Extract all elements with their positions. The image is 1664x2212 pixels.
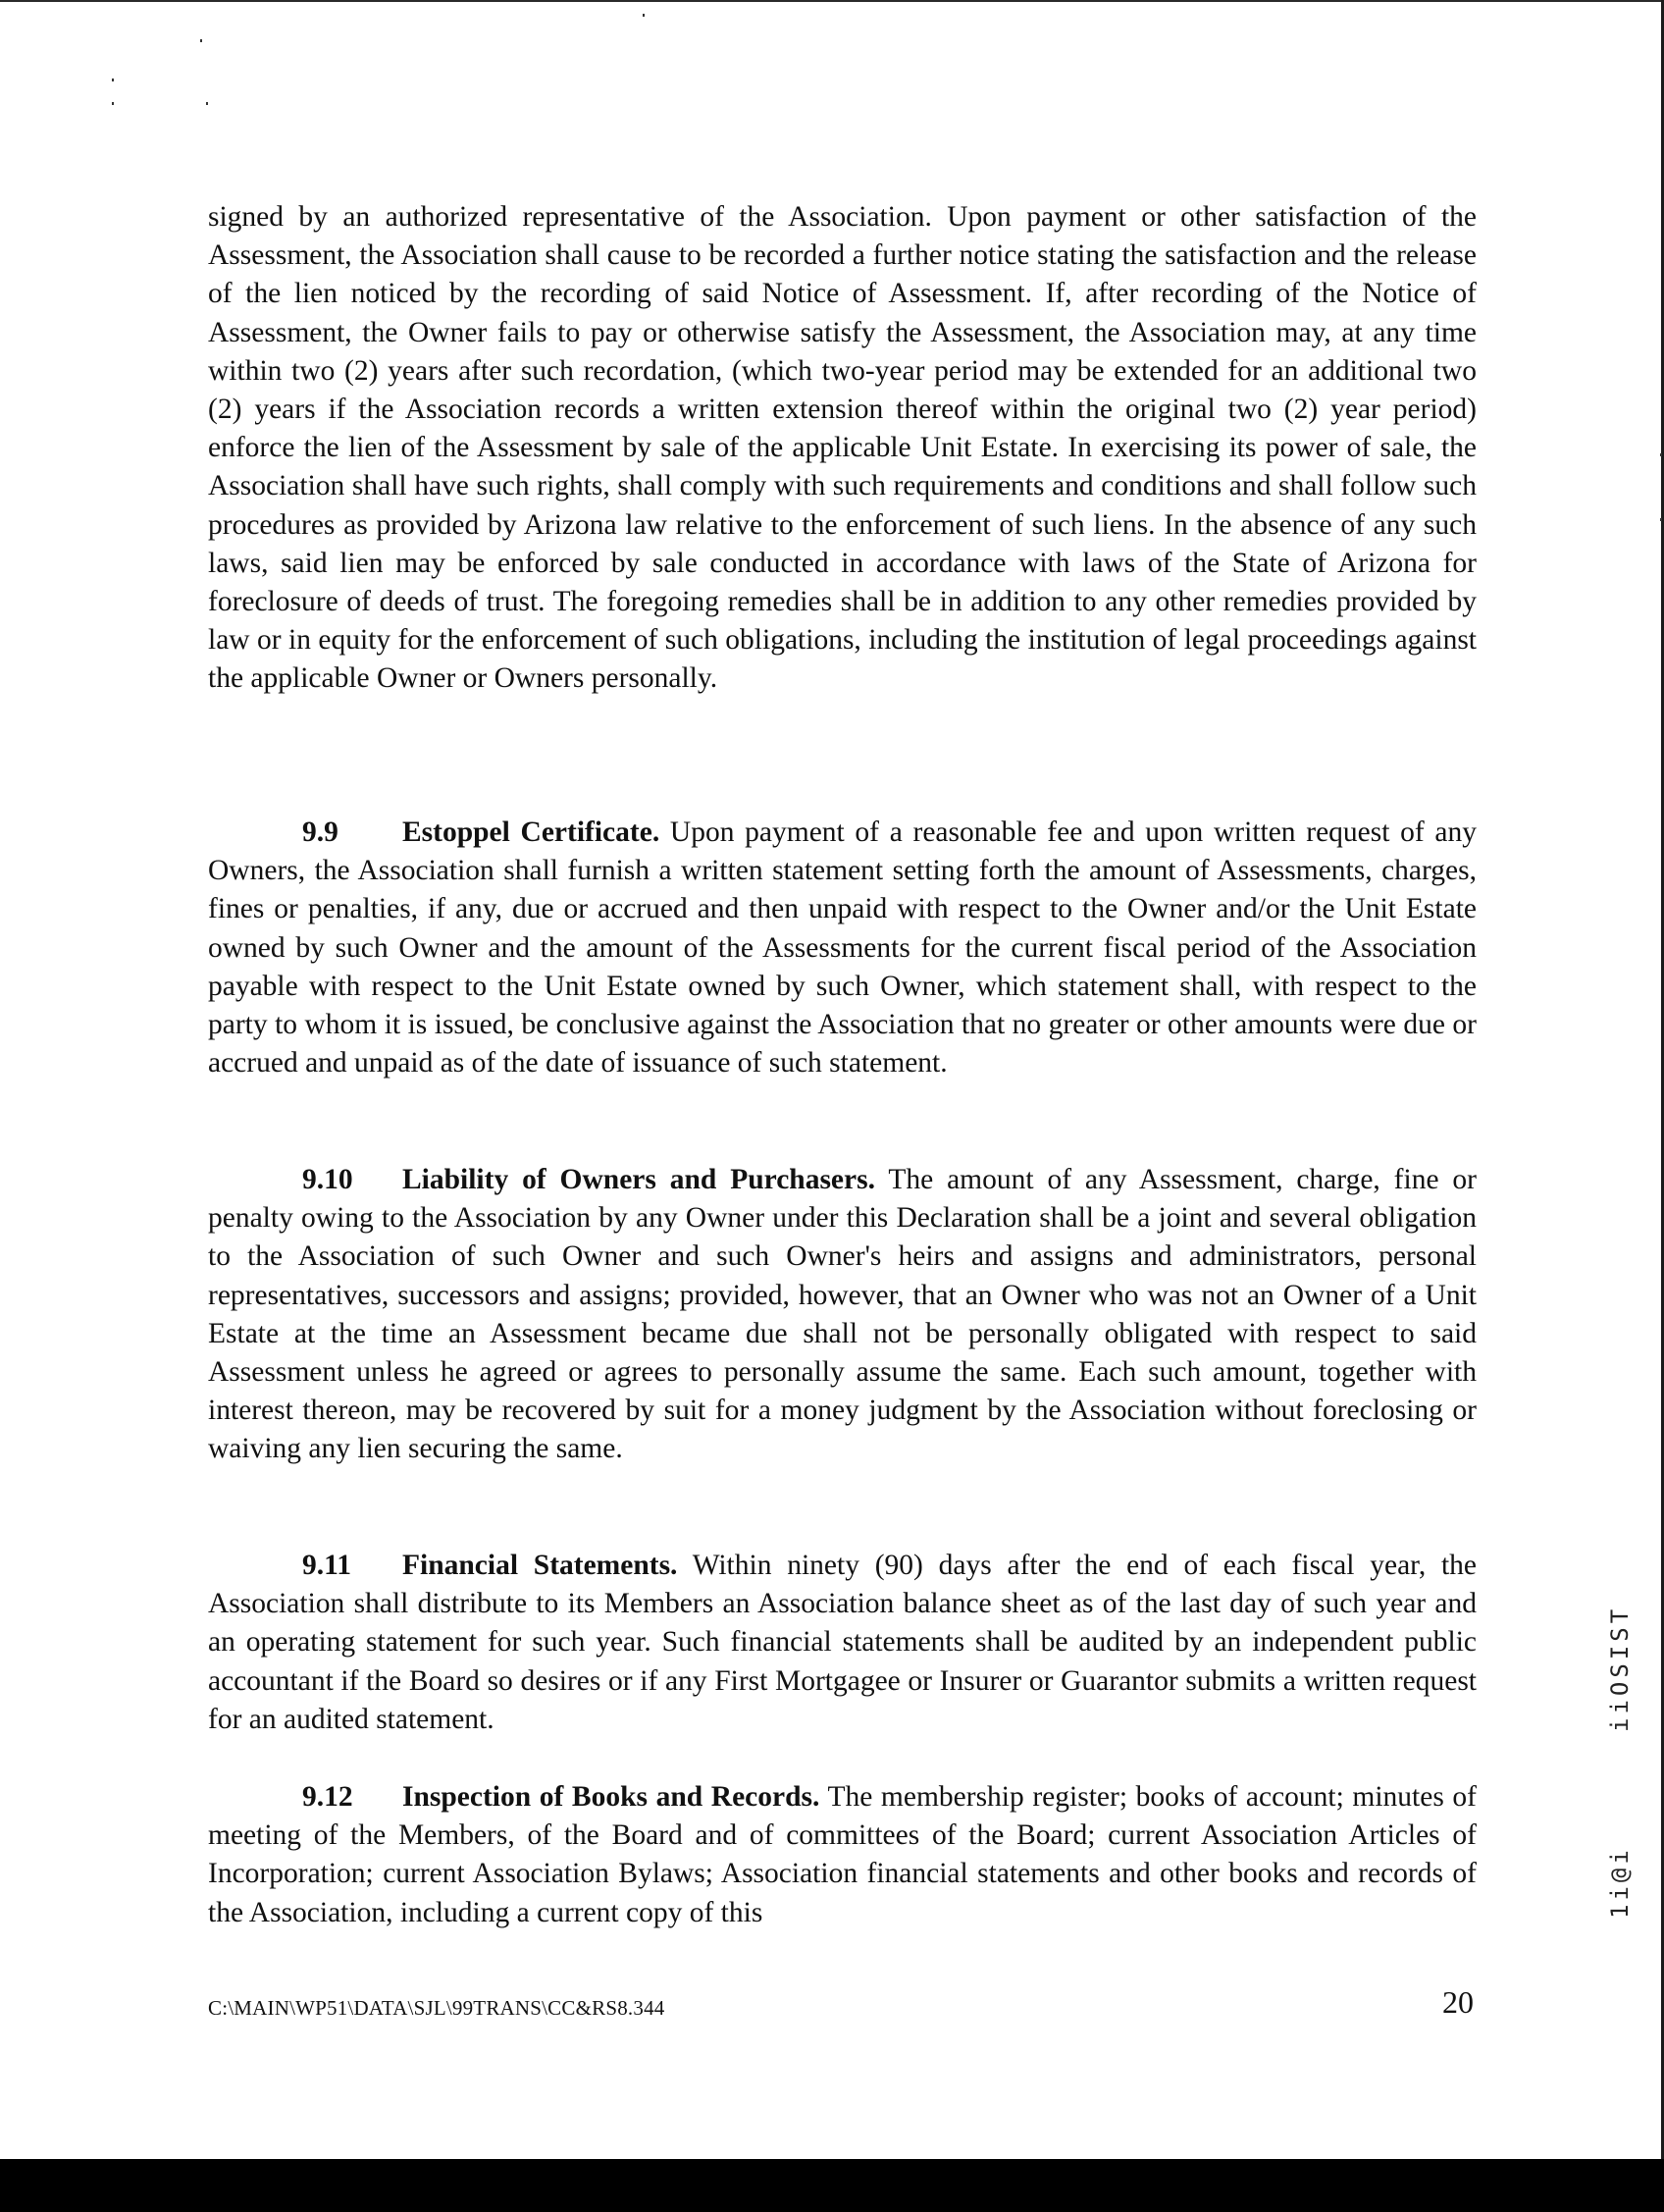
section-text: Upon payment of a reasonable fee and upon written request of any Owners, the Association shall furnish a written statement setting forth the amount of Assessments, charges, fines or penalties, if any, due or accrued and then unpaid with respect to the Owner and/or the Unit Estate owned by such Owner and the amount of the Assessments for the current fiscal period of the Association payable with respect to the Unit Estate owned by such Owner, which statement shall, with respect to the party to whom it is issued, be conclusive against the Association that no greater or other amounts were due or accrued and unpaid as of the date of issuance of such statement. (208, 816, 1478, 1080)
scan-speck (206, 102, 208, 105)
scan-speck (112, 102, 114, 105)
scan-speck (1660, 453, 1662, 456)
margin-stamp-lower: 1i@i (1606, 1846, 1634, 1919)
scan-speck (643, 14, 645, 17)
footer-file-path: C:\MAIN\WP51\DATA\SJL\99TRANS\CC&RS8.344 (208, 1996, 665, 2020)
section-title: Financial Statements. (402, 1550, 678, 1581)
section-9-11 (208, 1547, 1477, 1739)
continuation-text: signed by an authorized representative of the Association. Upon payment or other satisfaction of the Assessment, the Association shall cause to be recorded a further notice stating the satisfaction and the release of the lien noticed by the recording of said Notice of Assessment. If, after recording of the Notice of Assessment, the Owner fails to pay or otherwise satisfy the Assessment, the Association may, at any time within two (2) years after such recordation, (which two-year period may be extended for an additional two (2) years if the Association records a written extension thereof within the original two (2) year period) enforce the lien of the Assessment by sale of the applicable Unit Estate. In exercising its power of sale, the Association shall have such rights, shall comply with such requirements and conditions and shall follow such procedures as provided by Arizona law relative to the enforcement of such liens. In the absence of any such laws, said lien may be enforced by sale conducted in accordance with laws of the State of Arizona for foreclosure of deeds of trust. The foregoing remedies shall be in addition to any other remedies provided by law or in equity for the enforcement of such obligations, including the institution of legal proceedings against the applicable Owner or Owners personally. (208, 201, 1477, 695)
scan-speck (200, 39, 202, 42)
scan-top-edge (0, 0, 1664, 2)
continuation-paragraph (208, 198, 1477, 699)
section-text: The amount of any Assessment, charge, fine or penalty owing to the Association by any Owner under this Declaration shall be a joint and several obligation to the Association of such Owner and such Owner's heirs and assigns and administrators, personal representatives, successors and assigns; provided, however, that an Owner who was not an Owner of a Unit Estate at the time an Assessment became due shall not be personally obligated with respect to said Assessment unless he agreed or agrees to personally assume the same. Each such amount, together with interest thereon, may be recovered by suit for a money judgment by the Association without foreclosing or waiving any lien securing the same. (208, 1164, 1477, 1465)
section-text: Within ninety (90) days after the end of each fiscal year, the Association shall distribute to its Members an Association balance sheet as of the last day of such year and an operating statement for such year. Such financial statements shall be audited by an independent public accountant if the Board so desires or if any First Mortgagee or Insurer or Guarantor submits a written request for an audited statement. (208, 1550, 1478, 1735)
margin-stamp-upper: iiOSIST (1606, 1605, 1634, 1732)
section-9-9 (208, 814, 1477, 1082)
page-number: 20 (1442, 1984, 1474, 2020)
section-9-12 (208, 1778, 1477, 1932)
scan-speck (112, 79, 114, 81)
section-title: Inspection of Books and Records. (402, 1781, 820, 1813)
scan-bottom-band (0, 2159, 1664, 2212)
section-number: 9.10 (302, 1164, 353, 1195)
scan-speck (1660, 518, 1662, 521)
section-number: 9.9 (302, 816, 338, 848)
section-text: The membership register; books of account; minutes of meeting of the Members, of the Board and of committees of the Board; current Association Articles of Incorporation; current Association Bylaws; Association financial statements and other books and records of the Association, including a current copy of this (208, 1781, 1478, 1928)
section-number: 9.11 (302, 1550, 351, 1581)
section-9-10 (208, 1161, 1477, 1469)
section-title: Estoppel Certificate. (402, 816, 660, 848)
section-title: Liability of Owners and Purchasers. (402, 1164, 875, 1195)
section-number: 9.12 (302, 1781, 353, 1813)
